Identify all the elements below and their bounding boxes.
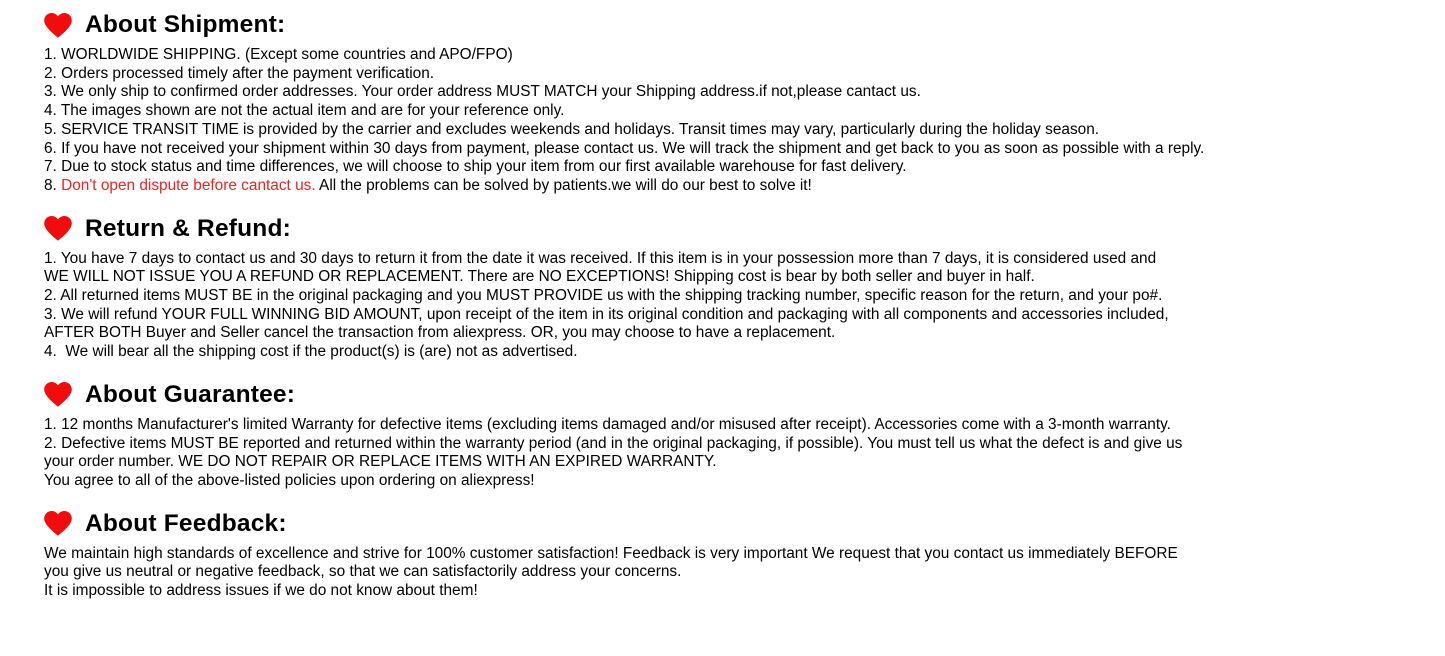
policy-line bbox=[44, 46, 1437, 65]
section-title: About Feedback: bbox=[85, 509, 287, 537]
section-return-refund bbox=[44, 215, 1437, 362]
policy-line bbox=[44, 65, 1437, 84]
policy-line bbox=[44, 343, 1437, 362]
policy-line bbox=[44, 324, 1437, 343]
text-run: 1. WORLDWIDE SHIPPING. (Except some countries and APO/FPO) bbox=[44, 46, 513, 63]
text-run: 2. Defective items MUST BE reported and returned within the warranty period (and in the original packaging, if possible). You must tell us what the defect is and give us bbox=[44, 434, 1183, 452]
text-run: 5. SERVICE TRANSIT TIME is provided by the carrier and excludes weekends and holidays. Transit times may vary, particularly during the holiday season. bbox=[44, 120, 1100, 138]
section-about-guarantee bbox=[44, 381, 1437, 491]
policy-line bbox=[44, 563, 1437, 582]
text-run: your order number. WE DO NOT REPAIR OR REPLACE ITEMS WITH AN EXPIRED WARRANTY. bbox=[44, 453, 717, 471]
section-title: Return & Refund: bbox=[85, 214, 291, 242]
section-heading bbox=[44, 381, 1437, 409]
section-heading bbox=[44, 11, 1437, 39]
text-run: AFTER BOTH Buyer and Seller cancel the transaction from aliexpress. OR, you may choose to have a replacement. bbox=[44, 324, 836, 342]
text-run: 6. If you have not received your shipment within 30 days from payment, please contact us. We will track the shipment and get back to you as soon as possible with a reply. bbox=[44, 139, 1205, 157]
section-title: About Shipment: bbox=[85, 11, 286, 38]
section-body bbox=[44, 46, 1437, 196]
section-about-feedback bbox=[44, 510, 1437, 601]
section-body bbox=[44, 545, 1437, 601]
highlighted-text-run: Don't open dispute before cantact us. bbox=[61, 176, 316, 194]
policy-line bbox=[44, 306, 1437, 325]
heart-icon bbox=[44, 382, 72, 407]
policy-line bbox=[44, 435, 1437, 454]
section-heading bbox=[44, 215, 1437, 243]
policy-line bbox=[44, 472, 1437, 491]
text-run: you give us neutral or negative feedback, so that we can satisfactorily address your concerns. bbox=[44, 563, 682, 581]
policy-line bbox=[44, 545, 1437, 564]
policy-line bbox=[44, 158, 1437, 177]
policy-line bbox=[44, 453, 1437, 472]
policy-line bbox=[44, 102, 1437, 121]
text-run: 3. We only ship to confirmed order addresses. Your order address MUST MATCH your Shipping address.if not,please cantact us. bbox=[44, 83, 921, 101]
policy-line bbox=[44, 582, 1437, 601]
heart-icon bbox=[44, 13, 72, 38]
heart-icon bbox=[44, 216, 72, 241]
heart-icon bbox=[44, 511, 72, 536]
section-title: About Guarantee: bbox=[85, 380, 296, 408]
section-about-shipment bbox=[44, 11, 1437, 196]
text-run: 2. Orders processed timely after the payment verification. bbox=[44, 64, 435, 82]
policy-line bbox=[44, 268, 1437, 287]
policy-line bbox=[44, 416, 1437, 435]
text-run: 4. The images shown are not the actual item and are for your reference only. bbox=[44, 102, 565, 120]
section-body bbox=[44, 416, 1437, 491]
text-run: All the problems can be solved by patients.we will do our best to solve it! bbox=[315, 176, 812, 194]
policy-line bbox=[44, 250, 1437, 269]
text-run: It is impossible to address issues if we do not know about them! bbox=[44, 582, 478, 600]
text-run: You agree to all of the above-listed policies upon ordering on aliexpress! bbox=[44, 471, 535, 489]
text-run: 3. We will refund YOUR FULL WINNING BID AMOUNT, upon receipt of the item in its original condition and packaging with all components and accessories included, bbox=[44, 305, 1169, 323]
text-run: 7. Due to stock status and time differences, we will choose to ship your item from our first available warehouse for fast delivery. bbox=[44, 158, 907, 176]
section-heading bbox=[44, 510, 1437, 538]
policy-line bbox=[44, 83, 1437, 102]
text-run: 4. We will bear all the shipping cost if the product(s) is (are) not as advertised. bbox=[44, 343, 578, 361]
policy-line bbox=[44, 177, 1437, 196]
text-run: We maintain high standards of excellence and strive for 100% customer satisfaction! Feedback is very important We request that you contact us immediately BEFORE bbox=[44, 544, 1178, 562]
policy-line bbox=[44, 121, 1437, 140]
text-run: 8. bbox=[44, 176, 62, 194]
text-run: 1. You have 7 days to contact us and 30 days to return it from the date it was received. If this item is in your possession more than 7 days, it is considered used and bbox=[44, 249, 1157, 267]
text-run: 1. 12 months Manufacturer's limited Warranty for defective items (excluding items damaged and/or misused after receipt). Accessories come with a 3-month warranty. bbox=[44, 415, 1171, 433]
policy-line bbox=[44, 140, 1437, 159]
text-run: 2. All returned items MUST BE in the original packaging and you MUST PROVIDE us with the shipping tracking number, specific reason for the return, and your po#. bbox=[44, 287, 1163, 305]
policy-line bbox=[44, 287, 1437, 306]
text-run: WE WILL NOT ISSUE YOU A REFUND OR REPLACEMENT. There are NO EXCEPTIONS! Shipping cost is bear by both seller and buyer in half. bbox=[44, 268, 1035, 286]
section-body bbox=[44, 250, 1437, 362]
